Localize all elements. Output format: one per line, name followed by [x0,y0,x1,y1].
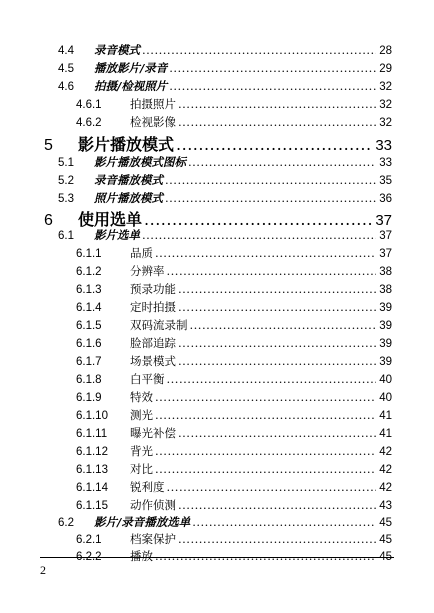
toc-entry[interactable] [76,531,392,547]
toc-entry-page: 42 [379,446,392,458]
toc-dot-leader [178,300,376,314]
toc-dot-leader [192,515,376,529]
toc-entry[interactable] [58,154,392,170]
toc-dot-leader [155,246,376,260]
toc-entry-title: 播放影片/录音 [94,61,168,75]
toc-entry-number: 5.1 [58,157,74,169]
toc-entry-number: 4.5 [58,63,74,75]
toc-entry-page: 40 [379,374,392,386]
toc-dot-leader [178,97,376,111]
toc-entry-page: 39 [379,338,392,350]
toc-entry-number: 4.6.1 [76,99,102,111]
toc-dot-leader [178,498,376,512]
toc-entry[interactable] [44,132,392,155]
toc-entry[interactable] [76,353,392,369]
toc-entry-title: 影片选单 [94,228,140,242]
toc-entry-page: 42 [379,464,392,476]
toc-entry-page: 41 [379,428,392,440]
toc-entry-title: 双码流录制 [130,318,188,332]
toc-entry-number: 6.1.9 [76,392,102,404]
toc-entry-page: 37 [375,212,392,229]
toc-entry[interactable] [58,172,392,188]
toc-dot-leader [188,155,376,169]
toc-entry-number: 6.1.8 [76,374,102,386]
toc-entry-page: 43 [379,500,392,512]
toc-entry-title: 档案保护 [130,532,176,546]
toc-entry-number: 6.1.4 [76,302,102,314]
toc-entry-number: 4.6.2 [76,117,102,129]
toc-entry-page: 40 [379,392,392,404]
toc-dot-leader [176,135,372,154]
toc-entry-number: 6.1.7 [76,356,102,368]
toc-entry-page: 32 [379,81,392,93]
toc-entry-page: 41 [379,410,392,422]
toc-dot-leader [167,372,377,386]
toc-entry-title: 动作侦测 [130,498,176,512]
toc-entry-title: 白平衡 [130,372,165,386]
toc-entry-number: 6.1.15 [76,500,108,512]
toc-entry-title: 影片/录音播放选单 [94,515,191,529]
toc-entry-page: 37 [379,248,392,260]
toc-entry-title: 录音模式 [94,43,140,57]
toc-entry-title: 检视影像 [130,115,176,129]
toc-dot-leader [178,336,376,350]
toc-entry[interactable] [58,190,392,206]
toc-dot-leader [167,264,377,278]
toc-dot-leader [190,318,377,332]
toc-entry-page: 39 [379,356,392,368]
toc-entry-page: 29 [379,63,392,75]
toc-entry-number: 6.1.12 [76,446,108,458]
toc-entry-number: 4.6 [58,81,74,93]
toc-entry-number: 6.2.1 [76,534,102,546]
toc-entry-number: 6.1.10 [76,410,108,422]
toc-entry-title: 定时拍摄 [130,300,176,314]
toc-entry-title: 影片播放模式图标 [94,155,186,169]
toc-dot-leader [165,173,376,187]
toc-dot-leader [167,480,377,494]
toc-entry-number: 6.1.14 [76,482,108,494]
toc-entry-page: 45 [379,534,392,546]
toc-entry[interactable] [76,245,392,261]
toc-entry-title: 场景模式 [130,354,176,368]
footer-divider [40,557,394,558]
toc-entry-title: 播放 [130,549,153,563]
toc-entry[interactable] [76,425,392,441]
toc-entry[interactable] [76,443,392,459]
toc-dot-leader [155,408,376,422]
toc-entry-page: 33 [379,157,392,169]
toc-dot-leader [142,43,376,57]
toc-entry-number: 5.3 [58,193,74,205]
toc-entry-page: 36 [379,193,392,205]
toc-entry-number: 6.1.3 [76,284,102,296]
toc-entry-page: 28 [379,45,392,57]
toc-entry-title: 对比 [130,462,153,476]
toc-entry-number: 4.4 [58,45,74,57]
toc-entry-title: 使用选单 [78,210,143,229]
toc-entry-page: 45 [379,551,392,563]
toc-entry[interactable] [76,371,392,387]
toc-entry-page: 45 [379,517,392,529]
toc-entry-title: 影片播放模式 [78,135,175,154]
toc-entry[interactable] [76,461,392,477]
toc-entry-title: 锐利度 [130,480,165,494]
toc-entry-title: 特效 [130,390,153,404]
toc-dot-leader [155,390,376,404]
toc-dot-leader [178,426,376,440]
toc-entry[interactable] [76,263,392,279]
toc-entry-number: 5 [44,137,53,154]
toc-entry-page: 39 [379,320,392,332]
toc-entry-number: 5.2 [58,175,74,187]
toc-entry-title: 曝光补偿 [130,426,176,440]
toc-entry[interactable] [76,479,392,495]
toc-dot-leader [178,532,376,546]
toc-dot-leader [142,228,376,242]
toc-entry-title: 拍摄/检视照片 [94,79,168,93]
toc-entry[interactable] [58,78,392,94]
toc-entry-title: 照片播放模式 [94,191,163,205]
toc-entry[interactable] [76,96,392,112]
toc-dot-leader [165,191,376,205]
toc-dot-leader [155,549,376,563]
toc-entry[interactable] [58,514,392,530]
toc-entry-title: 分辨率 [130,264,165,278]
toc-dot-leader [178,282,376,296]
toc-entry-number: 6.1.11 [76,428,108,440]
toc-entry[interactable] [58,227,392,243]
toc-entry-page: 42 [379,482,392,494]
toc-entry-page: 38 [379,266,392,278]
toc-entry-number: 6.1 [58,230,74,242]
toc-entry[interactable] [76,548,392,564]
toc-entry[interactable] [76,299,392,315]
toc-entry-title: 预录功能 [130,282,176,296]
toc-entry[interactable] [58,60,392,76]
toc-dot-leader [178,354,376,368]
toc-entry-title: 脸部追踪 [130,336,176,350]
toc-entry-page: 32 [379,117,392,129]
toc-entry-page: 39 [379,302,392,314]
toc-entry[interactable] [76,281,392,297]
toc-entry[interactable] [76,335,392,351]
toc-dot-leader [169,61,376,75]
toc-dot-leader [178,115,376,129]
toc-entry-number: 6.1.2 [76,266,102,278]
toc-entry-number: 6.2.2 [76,551,102,563]
toc-entry-page: 38 [379,284,392,296]
toc-entry-page: 33 [375,137,392,154]
toc-entry-page: 35 [379,175,392,187]
toc-entry-title: 品质 [130,246,153,260]
toc-entry-title: 录音播放模式 [94,173,163,187]
toc-entry[interactable] [76,317,392,333]
toc-dot-leader [155,444,376,458]
toc-entry[interactable] [76,407,392,423]
toc-dot-leader [155,462,376,476]
toc-entry-page: 37 [379,230,392,242]
toc-entry-title: 测光 [130,408,153,422]
toc-entry[interactable] [76,114,392,130]
toc-entry[interactable] [76,497,392,513]
toc-dot-leader [169,79,376,93]
toc-entry-number: 6.2 [58,517,74,529]
toc-entry-number: 6.1.1 [76,248,102,260]
toc-entry[interactable] [76,389,392,405]
page-number: 2 [40,563,46,577]
toc-entry-number: 6.1.13 [76,464,108,476]
toc-entry[interactable] [58,42,392,58]
toc-entry-title: 拍摄照片 [130,97,176,111]
toc-entry-number: 6 [44,212,53,229]
toc-entry-number: 6.1.5 [76,320,102,332]
toc-entry-page: 32 [379,99,392,111]
toc-entry-title: 背光 [130,444,153,458]
toc-entry-number: 6.1.6 [76,338,102,350]
